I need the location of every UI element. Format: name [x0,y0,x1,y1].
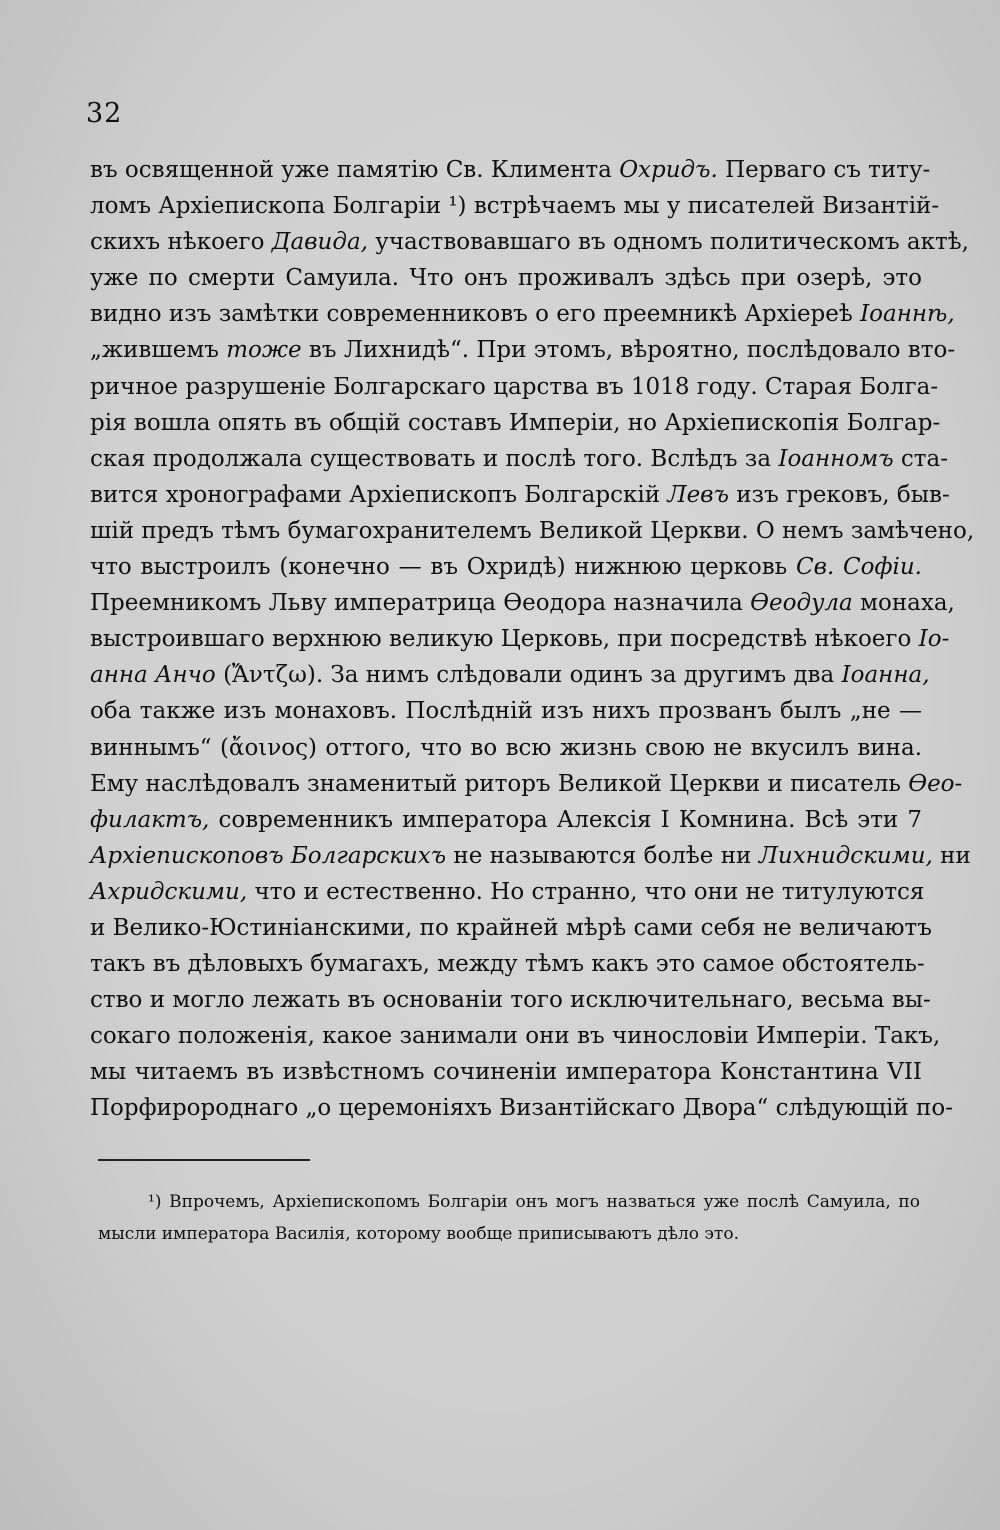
body-text [90,152,975,1127]
text-line: и Велико-Юстиніанскими, по крайней мѣрѣ сами себя не величаютъ [90,914,932,941]
text-line: ричное разрушеніе Болгарскаго царства въ 1018 году. Старая Болга- [90,373,939,400]
text-line: мы читаемъ въ извѣстномъ сочиненіи императора Константина VII [90,1059,922,1086]
text-line: Преемникомъ Льву императрица Ѳеодора назначила Ѳеодула монаха, [90,590,955,617]
text-line: шій предъ тѣмъ бумагохранителемъ Великой Церкви. О немъ замѣчено, [90,517,975,544]
text-line: скихъ нѣкоего Давида, участвовавшаго въ одномъ политическомъ актѣ, [90,229,969,256]
page-number: 32 [86,98,123,129]
footnote [98,1186,920,1250]
text-line: въ освященной уже памятію Св. Климента Охридъ. Перваго съ титу- [90,157,931,183]
text-line: анна Анчо (Ἄντζω). За нимъ слѣдовали одинъ за другимъ два Іоанна, [90,662,930,689]
text-line: Ахридскими, что и естественно. Но странно, что они не титулуются [90,878,925,905]
text-line: вится хронографами Архіепископъ Болгарскій Левъ изъ грековъ, быв- [90,481,950,508]
text-line: сокаго положенія, какое занимали они въ чинословіи Имперіи. Такъ, [90,1023,941,1050]
text-line: рія вошла опять въ общій составъ Имперіи, но Архіепископія Болгар- [90,409,941,436]
text-line: видно изъ замѣтки современниковъ о его преемникѣ Архіереѣ Іоаннѣ, [90,301,955,328]
text-line: филактъ, современникъ императора Алексія I Комнина. Всѣ эти 7 [90,806,922,833]
text-line: ство и могло лежать въ основаніи того исключительнаго, весьма вы- [90,987,931,1014]
text-line: Архіепископовъ Болгарскихъ не называются болѣе ни Лихнидскими, ни [90,842,971,869]
footnote-line: ¹) Впрочемъ, Архіепископомъ Болгаріи онъ могъ назваться уже послѣ Самуила, по [148,1192,920,1212]
text-line: оба также изъ монаховъ. Послѣдній изъ нихъ прозванъ былъ „не — [90,698,922,725]
text-line: виннымъ“ (ἄοινος) оттого, что во всю жизнь свою не вкусилъ вина. [90,734,922,761]
text-line: выстроившаго верхнюю великую Церковь, при посредствѣ нѣкоего Іо- [90,626,950,653]
text-line: Порфиророднаго „о церемоніяхъ Византійскаго Двора“ слѣдующій по- [90,1095,953,1122]
text-line: ская продолжала существовать и послѣ того. Вслѣдъ за Іоанномъ ста- [90,445,948,472]
text-line: Ему наслѣдовалъ знаменитый риторъ Великой Церкви и писатель Ѳео- [90,770,963,797]
text-line: такъ въ дѣловыхъ бумагахъ, между тѣмъ какъ это самое обстоятель- [90,951,925,978]
text-line: ломъ Архіепископа Болгаріи ¹) встрѣчаемъ мы у писателей Византій- [90,193,940,220]
footnote-divider [98,1159,310,1161]
text-line: что выстроилъ (конечно — въ Охридѣ) нижнюю церковь Св. Софіи. [90,554,922,581]
footnote-line: мысли императора Василія, которому вообще приписываютъ дѣло это. [98,1224,739,1244]
text-line: „жившемъ тоже въ Лихнидѣ“. При этомъ, вѣроятно, послѣдовало вто- [90,337,956,364]
text-line: уже по смерти Самуила. Что онъ проживалъ здѣсь при озерѣ, это [90,265,922,292]
